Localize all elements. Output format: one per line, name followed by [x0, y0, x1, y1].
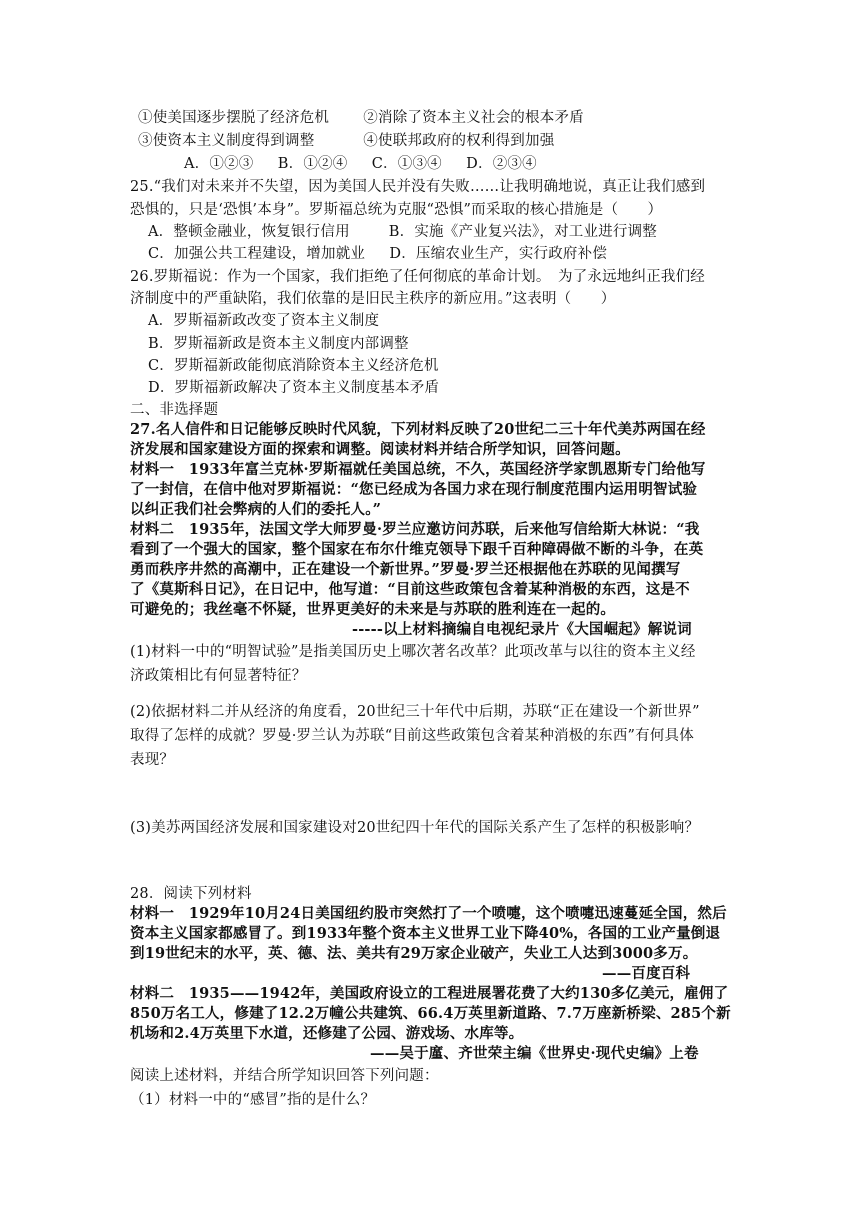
- q27-sub3: (3)美苏两国经济发展和国家建设对20世纪四十年代的国际关系产生了怎样的积极影响？: [130, 820, 700, 836]
- q28-sub1: （1）材料一中的“感冒”指的是什么？: [130, 1092, 376, 1108]
- q27-material1-line1: 材料一 1933年富兰克林·罗斯福就任美国总统，不久，英国经济学家凯恩斯专门给他写: [130, 461, 706, 478]
- q27-sub2-line3: 表现？: [130, 752, 175, 768]
- q26-option-d: D．罗斯福新政解决了资本主义制度基本矛盾: [148, 380, 440, 396]
- q27-sub2-line2: 取得了怎样的成就？罗曼·罗兰认为苏联“目前这些政策包含着某种消极的东西”有何具体: [130, 728, 694, 744]
- q26-option-a: A．罗斯福新政改变了资本主义制度: [148, 313, 380, 329]
- q26-stem-line1: 26.罗斯福说：作为一个国家，我们拒绝了任何彻底的革命计划。 为了永远地纠正我们经: [130, 269, 706, 285]
- q25-stem-line1: 25.“我们对未来并不失望，因为美国人民并没有失败……让我明确地说，真正让我们感到: [130, 179, 706, 195]
- q28-material1-line2: 资本主义国家都感冒了。到1933年整个资本主义世界工业下降40%，各国的工业产量倒退: [130, 925, 721, 942]
- q24-items-line1: ①使美国逐步摆脱了经济危机 ②消除了资本主义社会的根本矛盾: [138, 110, 584, 126]
- q28-material1-line1: 材料一 1929年10月24日美国纽约股市突然打了一个喷嚏，这个喷嚏迅速蔓延全国，然后: [130, 905, 727, 922]
- q28-heading: 28．阅读下列材料: [130, 886, 252, 902]
- q26-option-c: C．罗斯福新政能彻底消除资本主义经济危机: [148, 358, 439, 374]
- q27-sub1-line2: 济政策相比有何显著特征？: [130, 668, 307, 684]
- q27-material1-line2: 了一封信，在信中他对罗斯福说：“您已经成为各国力求在现行制度范围内运用明智试验: [130, 481, 698, 498]
- q25-options-line1: A．整顿金融业，恢复银行信用 B．实施《产业复兴法》，对工业进行调整: [148, 224, 657, 240]
- q28-material2-line3: 机场和2.4万英里下水道，还修建了公园、游戏场、水库等。: [130, 1025, 524, 1042]
- q27-material2-line3: 勇而秩序井然的高潮中，正在建设一个新世界。”罗曼·罗兰还根据他在苏联的见闻撰写: [130, 561, 681, 578]
- q27-material1-line3: 以纠正我们社会弊病的人们的委托人。”: [130, 501, 382, 518]
- q27-material2-line5: 可避免的；我丝毫不怀疑，世界更美好的未来是与苏联的胜利连在一起的。: [130, 601, 616, 618]
- q28-material2-line1: 材料二 1935——1942年，美国政府设立的工程进展署花费了大约130多亿美元，雇佣了: [130, 985, 729, 1002]
- q28-material2-source: ——吴于廑、齐世荣主编《世界史·现代史编》上卷: [370, 1045, 699, 1062]
- q28-material1-source: ——百度百科: [602, 965, 691, 982]
- q28-material1-line3: 到19世纪末的水平，英、德、法、美共有29万家企业破产，失业工人达到3000多万。: [130, 945, 698, 962]
- q27-intro-line1: 27.名人信件和日记能够反映时代风貌，下列材料反映了20世纪二三十年代美苏两国在经: [130, 421, 706, 438]
- q28-instruction: 阅读上述材料，并结合所学知识回答下列问题：: [130, 1068, 439, 1084]
- q27-sub1-line1: (1)材料一中的“明智试验”是指美国历史上哪次著名改革？此项改革与以往的资本主义经: [130, 644, 696, 660]
- q27-material2-line2: 看到了一个强大的国家，整个国家在布尔什维克领导下跟千百种障碍做不断的斗争，在英: [130, 541, 704, 558]
- q27-material2-line4: 了《莫斯科日记》，在日记中，他写道：“目前这些政策包含着某种消极的东西，这是不: [130, 581, 690, 598]
- q25-stem-line2: 恐惧的，只是‘恐惧’本身”。罗斯福总统为克服“恐惧”而采取的核心措施是（ ）: [130, 202, 663, 218]
- q27-source: -----以上材料摘编自电视纪录片《大国崛起》解说词: [352, 621, 692, 638]
- q27-sub2-line1: (2)依据材料二并从经济的角度看，20世纪三十年代中后期，苏联“正在建设一个新世界”: [130, 704, 700, 720]
- q26-stem-line2: 济制度中的严重缺陷，我们依靠的是旧民主秩序的新应用。”这表明（ ）: [130, 291, 616, 307]
- q26-option-b: B．罗斯福新政是资本主义制度内部调整: [148, 336, 409, 352]
- q28-material2-line2: 850万名工人，修建了12.2万幢公共建筑、66.4万英里新道路、7.7万座新桥梁、285个新: [130, 1005, 731, 1022]
- q27-intro-line2: 济发展和国家建设方面的探索和调整。阅读材料并结合所学知识，回答问题。: [130, 441, 630, 458]
- section-heading: 二、非选择题: [130, 402, 219, 418]
- q24-options: A．①②③ B．①②④ C．①③④ D．②③④: [184, 156, 537, 172]
- q27-material2-line1: 材料二 1935年，法国文学大师罗曼·罗兰应邀访问苏联，后来他写信给斯大林说：“我: [130, 521, 700, 538]
- q25-options-line2: C．加强公共工程建设，增加就业 D．压缩农业生产，实行政府补偿: [148, 246, 608, 262]
- q24-items-line2: ③使资本主义制度得到调整 ④使联邦政府的权利得到加强: [138, 133, 555, 149]
